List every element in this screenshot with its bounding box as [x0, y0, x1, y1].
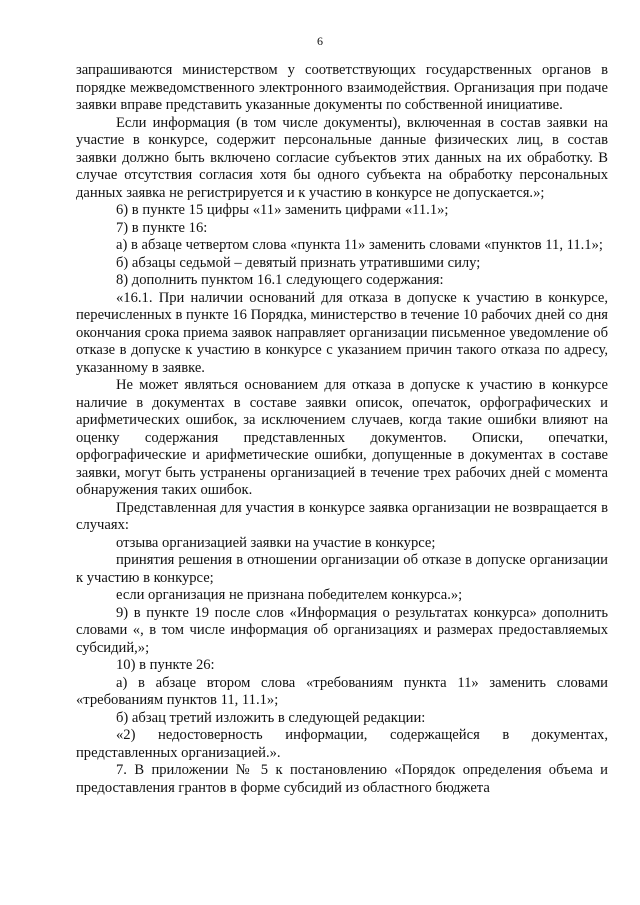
document-body	[76, 62, 608, 797]
paragraph-personal-data-consent: Если информация (в том числе документы), включенная в состав заявки на участие в конкурсе, содержит персональные данные физических лиц, в состав заявки должно быть включено согласие субъектов этих данных на их обработку. В случае отсутствия согласия хотя бы одного субъекта на обработку персональных данных заявка не регистрируется и к участию в конкурсе не допускается.»;	[76, 114, 608, 201]
paragraph-item-9: 9) в пункте 19 после слов «Информация о результатах конкурса» дополнить словами «, в том числе информация об организациях и размерах предоставляемых субсидий,»;	[76, 604, 608, 656]
paragraph-item-10a: а) в абзаце втором слова «требованиям пункта 11» заменить словами «требованиям пунктов 11, 11.1»;	[76, 674, 608, 708]
paragraph-item-10: 10) в пункте 26:	[116, 657, 215, 673]
paragraph-item-7: 7) в пункте 16:	[116, 219, 208, 236]
paragraph-item-7-appendix-5: 7. В приложении № 5 к постановлению «Порядок определения объема и предоставления грантов в форме субсидий из областного бюджета	[76, 762, 608, 796]
paragraph-item-8: 8) дополнить пунктом 16.1 следующего содержания:	[116, 272, 444, 288]
paragraph-continuation: запрашиваются министерством у соответствующих государственных органов в порядке межведомственного электронного взаимодействия. Организация при подаче заявки вправе представить указанные документы по собственной инициативе.	[76, 62, 608, 113]
paragraph-errors-not-grounds: Не может являться основанием для отказа в допуске к участию в конкурсе наличие в документах в составе заявки описок, опечаток, орфографических и арифметических ошибок, за исключением случаев, когда такие ошибки влияют на оценку содержания представленных документов. Описки, опечатки, орфографические и арифметические ошибки, допущенные в документах в составе заявки, могут быть устранены организацией в течение трех рабочих дней с момента обнаружения таких ошибок.	[76, 377, 608, 498]
page-number: 6	[317, 34, 323, 48]
paragraph-case-refusal: принятия решения в отношении организации об отказе в допуске организации к участию в конкурсе;	[76, 552, 608, 586]
paragraph-item-7b: б) абзацы седьмой – девятый признать утратившими силу;	[116, 254, 481, 271]
paragraph-case-not-winner: если организация не признана победителем конкурса.»;	[116, 587, 463, 603]
paragraph-case-withdrawal: отзыва организацией заявки на участие в конкурсе;	[116, 534, 436, 551]
paragraph-item-7a: а) в абзаце четвертом слова «пункта 11» заменить словами «пунктов 11, 11.1»;	[116, 237, 603, 253]
paragraph-new-wording: «2) недостоверность информации, содержащейся в документах, представленных организацией.».	[76, 727, 608, 761]
paragraph-not-returned: Представленная для участия в конкурсе заявка организации не возвращается в случаях:	[76, 499, 608, 533]
paragraph-item-10b: б) абзац третий изложить в следующей редакции:	[116, 709, 426, 726]
paragraph-point-16-1: «16.1. При наличии оснований для отказа в допуске к участию в конкурсе, перечисленных в пункте 16 Порядка, министерство в течение 10 рабочих дней со дня окончания срока приема заявок направляет организации письменное уведомление об отказе в допуске к участию в конкурсе с указанием причин такого отказа по адресу, указанному в заявке.	[76, 289, 608, 376]
paragraph-item-6: 6) в пункте 15 цифры «11» заменить цифрами «11.1»;	[116, 202, 449, 218]
